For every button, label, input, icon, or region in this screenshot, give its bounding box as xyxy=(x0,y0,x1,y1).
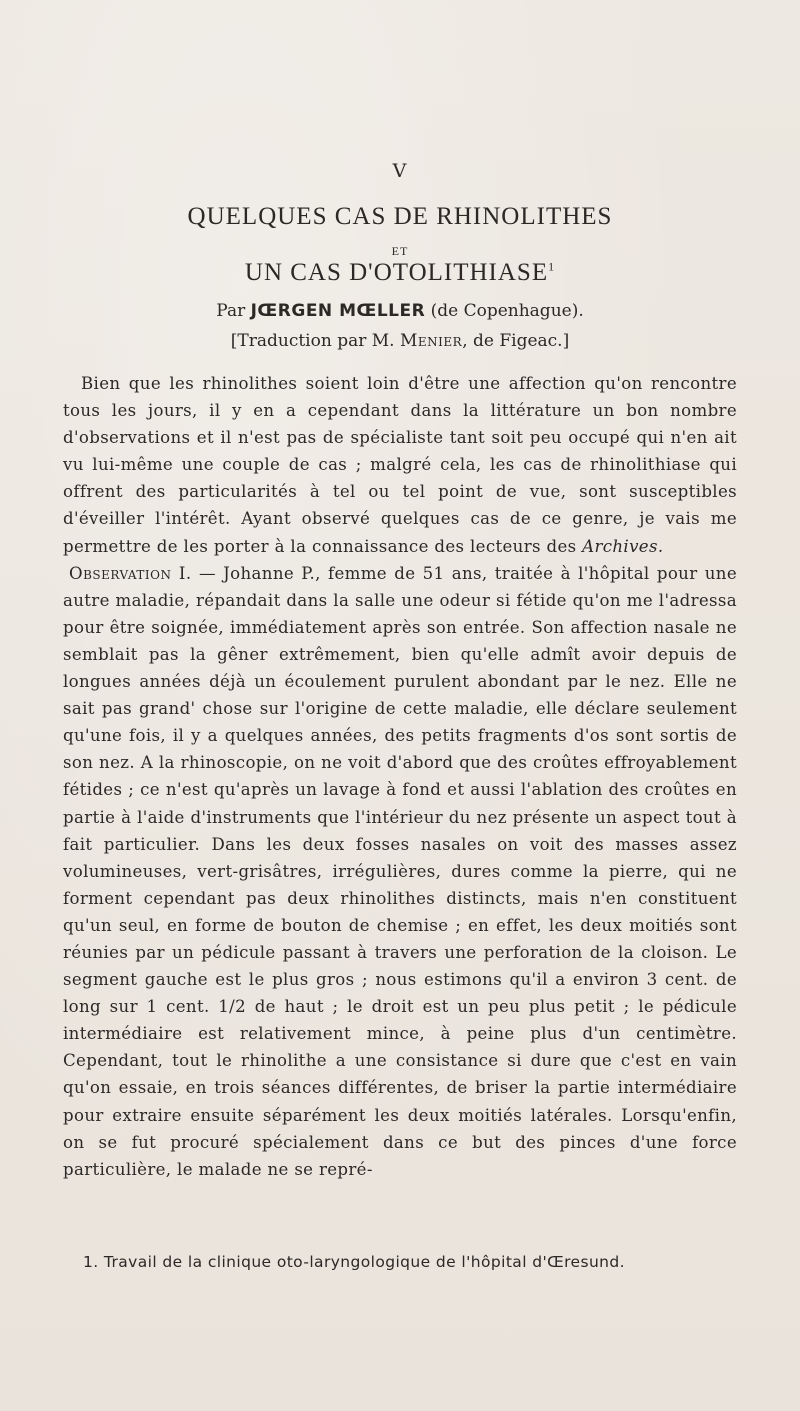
title-conjunction: ET xyxy=(391,244,409,258)
paragraph-intro-text: Bien que les rhinolithes soient loin d'être une affection qu'on rencontre tous les jours, il y en a cependant dans la littérature un bon nombre d'observations et il n'est pas de spécialiste tant soit peu occupé qui n'en ait vu lui-même une couple de cas ; malgré cela, les cas de rhinolithiase qui offrent des particularités à tel ou tel point de vue, sont susceptibles d'éveiller l'intérêt. Ayant observé quelques cas de ce genre, je vais me permettre de les porter à la connaissance des lecteurs des xyxy=(63,374,737,556)
chapter-number: V xyxy=(392,160,408,182)
translation-prefix: [Traduction par M. xyxy=(230,331,395,351)
byline-prefix: Par xyxy=(216,301,246,321)
observation-label: Observation I. xyxy=(69,563,192,583)
footnote-mark: 1. xyxy=(83,1253,99,1271)
paragraph-observation-1 xyxy=(63,560,737,1183)
translation-credit xyxy=(0,331,800,351)
author-name: JŒRGEN MŒLLER xyxy=(250,301,426,321)
observation-text: — Johanne P., femme de 51 ans, traitée à l'hôpital pour une autre maladie, répandait dans la salle une odeur si fétide qu'on me l'adressa pour être soignée, immédiatement après son entrée. Son affection nasale ne semblait pas la gêner extrêmement, bien qu'elle admît avoir depuis de longues années déjà un écoulement purulent abondant par le nez. Elle ne sait pas grand' chose sur l'origine de cette maladie, elle déclare seulement qu'une fois, il y a quelques années, des petits fragments d'os sont sortis de son nez. A la rhinoscopie, on ne voit d'abord que des croûtes effroyablement fétides ; ce n'est qu'après un lavage à fond et aussi l'ablation des croûtes en partie à l'aide d'instruments que l'intérieur du nez présente un aspect tout à fait particulier. Dans les deux fosses nasales on voit des masses assez volumineuses, vert-grisâtres, irrégulières, dures comme la pierre, qui ne forment cependant pas deux rhinolithes distincts, mais n'en constituent qu'un seul, en forme de bouton de chemise ; en effet, les deux moitiés sont réunies par un pédicule passant à travers une perforation de la cloison. Le segment gauche est le plus gros ; nous estimons qu'il a environ 3 cent. de long sur 1 cent. 1/2 de haut ; le droit est un peu plus petit ; le pédicule intermédiaire est relativement mince, à peine plus d'un centimètre. Cependant, tout le rhinolithe a une consistance si dure que c'est en vain qu'on essaie, en trois séances différentes, de briser la partie intermédiaire pour extraire ensuite séparément les deux moitiés latérales. Lorsqu'enfin, on se fut procuré spécialement dans ce but des pinces d'une force particulière, le malade ne se repré- xyxy=(63,563,737,1179)
footnote-text: Travail de la clinique oto-laryngologique de l'hôpital d'Œresund. xyxy=(103,1253,625,1271)
title-line-2 xyxy=(0,259,800,287)
title-line-2-text: UN CAS D'OTOLITHIASE xyxy=(244,259,549,286)
title-line-1: QUELQUES CAS DE RHINOLITHES xyxy=(187,203,613,230)
footnote xyxy=(83,1253,743,1271)
journal-name: Archives. xyxy=(582,536,664,556)
title-footnote-mark: 1 xyxy=(548,259,556,274)
translator-name: Menier xyxy=(399,331,463,351)
author-origin: (de Copenhague). xyxy=(430,301,584,321)
translation-suffix: , de Figeac.] xyxy=(462,331,570,351)
byline xyxy=(0,301,800,321)
article-body xyxy=(63,370,737,1183)
paragraph-intro xyxy=(63,370,737,560)
